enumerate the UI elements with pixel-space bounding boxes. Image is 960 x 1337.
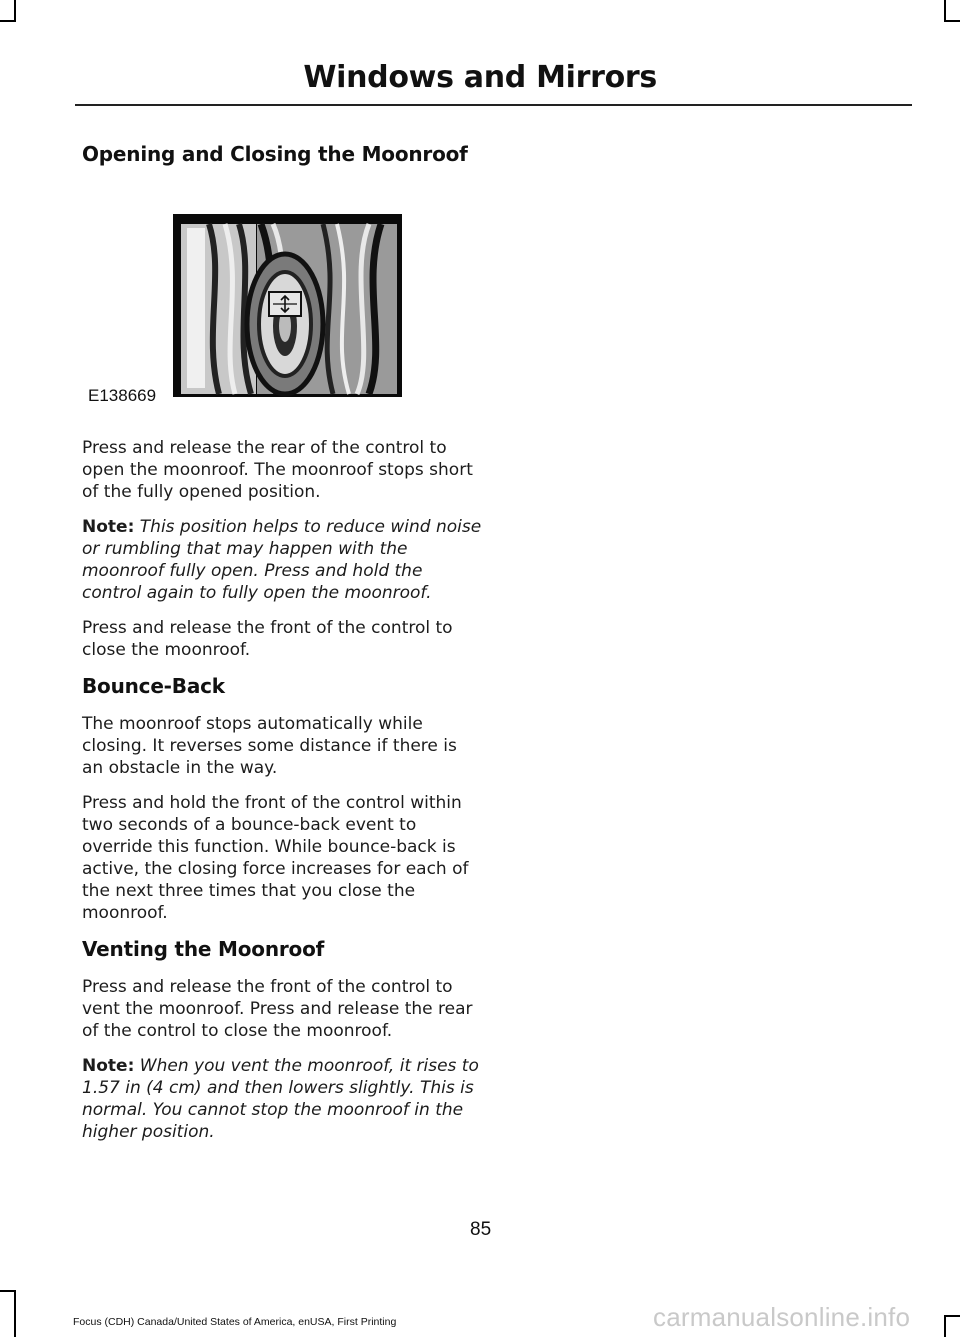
- moonroof-control-image: [173, 214, 402, 397]
- crop-mark: [944, 1315, 946, 1337]
- crop-mark: [14, 0, 16, 22]
- paragraph: Press and release the front of the control to vent the moonroof. Press and release the rear of the control to close the moonroof.: [82, 977, 473, 1041]
- main-column: [82, 142, 482, 1156]
- note-paragraph: [82, 516, 482, 604]
- paragraph: Press and release the rear of the control to open the moonroof. The moonroof stops short of the fully opened position.: [82, 438, 473, 502]
- crop-mark: [944, 1315, 960, 1317]
- section-heading-opening: Opening and Closing the Moonroof: [82, 142, 468, 166]
- header-divider: [75, 104, 912, 106]
- note-text: This position helps to reduce wind noise or rumbling that may happen with the moonroof fully open. Press and hold the control again to fully open the moonroof.: [82, 517, 482, 603]
- crop-mark: [944, 20, 960, 22]
- note-label: Note:: [82, 517, 135, 537]
- note-text: When you vent the moonroof, it rises to 1.57 in (4 cm) and then lowers slightly. This is normal. You cannot stop the moonroof in the higher position.: [82, 1056, 479, 1142]
- figure-label: E138669: [88, 386, 157, 405]
- crop-mark: [0, 1290, 16, 1292]
- watermark: carmanualsonline.info: [653, 1302, 911, 1332]
- page-number: 85: [470, 1219, 492, 1240]
- paragraph: Press and hold the front of the control within two seconds of a bounce-back event to override this function. While bounce-back is active, the closing force increases for each of the next three times that you close the moonroof.: [82, 793, 469, 923]
- note-label: Note:: [82, 1056, 135, 1076]
- crop-mark: [0, 20, 16, 22]
- section-heading-venting: Venting the Moonroof: [82, 937, 325, 961]
- page-title: Windows and Mirrors: [303, 60, 657, 95]
- note-paragraph: [82, 1055, 482, 1143]
- figure-moonroof-control: [82, 178, 482, 405]
- section-heading-bounce-back: Bounce-Back: [82, 674, 225, 698]
- crop-mark: [14, 1290, 16, 1337]
- paragraph: The moonroof stops automatically while closing. It reverses some distance if there is an obstacle in the way.: [82, 714, 457, 778]
- crop-mark: [944, 0, 946, 22]
- footer-text: Focus (CDH) Canada/United States of America, enUSA, First Printing: [73, 1316, 397, 1328]
- paragraph: Press and release the front of the control to close the moonroof.: [82, 618, 453, 660]
